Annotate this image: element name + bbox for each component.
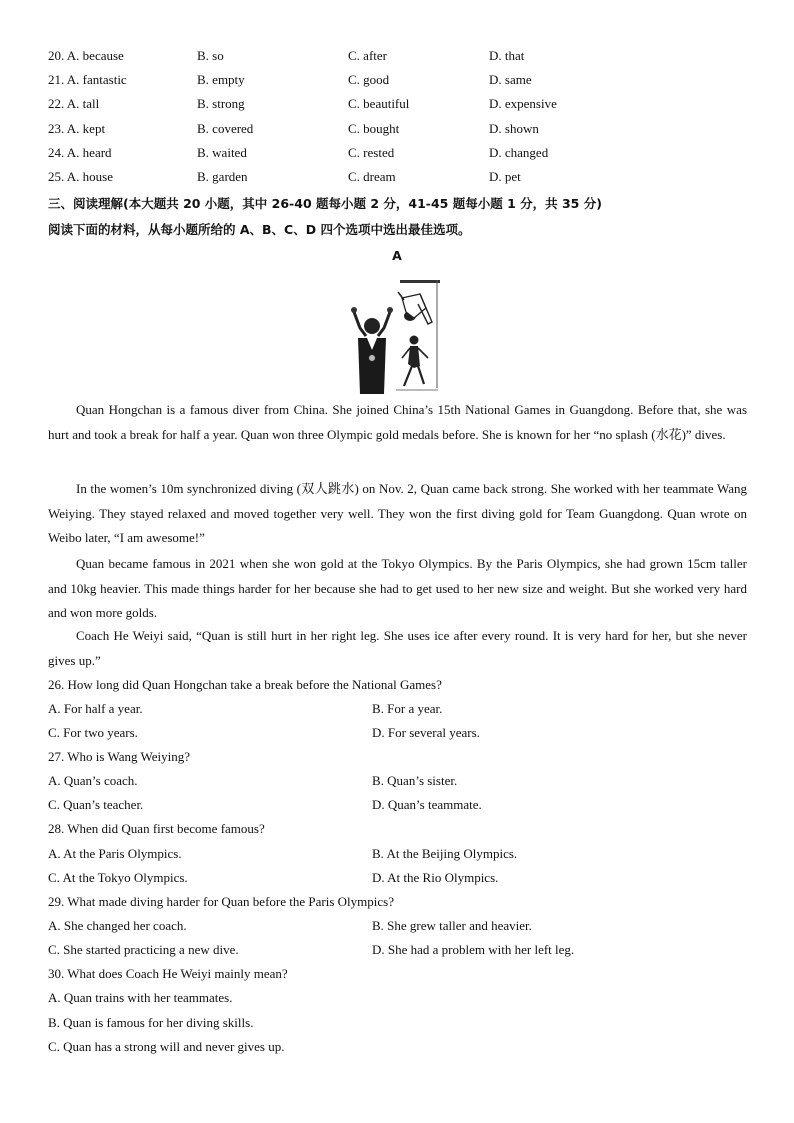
q27-option-a: A. Quan’s coach.	[48, 773, 138, 788]
option-c: C. dream	[348, 169, 396, 184]
option-row-23	[48, 121, 748, 141]
question-28-stem: 28. When did Quan first become famous?	[48, 821, 265, 836]
q27-option-d: D. Quan’s teammate.	[372, 797, 482, 812]
passage-paragraph-4: Coach He Weiyi said, “Quan is still hurt in her right leg. She uses ice after every round. It is very hard for her, but she never gives up.”	[48, 628, 747, 668]
option-d: D. expensive	[489, 96, 557, 111]
question-30-stem: 30. What does Coach He Weiyi mainly mean?	[48, 966, 288, 981]
diver-illustration	[340, 278, 450, 396]
q28-option-c: C. At the Tokyo Olympics.	[48, 870, 188, 885]
q26-option-c: C. For two years.	[48, 725, 138, 740]
q27-option-c: C. Quan’s teacher.	[48, 797, 144, 812]
q26-option-d: D. For several years.	[372, 725, 480, 740]
option-b: B. covered	[197, 121, 254, 136]
section-instruction: 阅读下面的材料，从每小题所给的 A、B、C、D 四个选项中选出最佳选项。	[48, 222, 471, 237]
option-d: D. that	[489, 48, 525, 63]
question-27-stem: 27. Who is Wang Weiying?	[48, 749, 190, 764]
option-row-20	[48, 48, 748, 68]
option-d: D. pet	[489, 169, 521, 184]
question-26-stem: 26. How long did Quan Hongchan take a break before the National Games?	[48, 677, 442, 692]
option-b: B. garden	[197, 169, 248, 184]
option-a: 24. A. heard	[48, 145, 112, 160]
option-b: B. waited	[197, 145, 247, 160]
q30-option-a: A. Quan trains with her teammates.	[48, 990, 233, 1005]
q29-option-a: A. She changed her coach.	[48, 918, 187, 933]
option-row-24	[48, 145, 748, 165]
q30-option-b: B. Quan is famous for her diving skills.	[48, 1015, 254, 1030]
option-d: D. shown	[489, 121, 539, 136]
q26-option-a: A. For half a year.	[48, 701, 143, 716]
q29-option-c: C. She started practicing a new dive.	[48, 942, 239, 957]
option-row-21	[48, 72, 748, 92]
q26-option-b: B. For a year.	[372, 701, 443, 716]
passage-label: A	[392, 248, 402, 263]
q27-option-b: B. Quan’s sister.	[372, 773, 458, 788]
passage-paragraph-2: In the women’s 10m synchronized diving (双人跳水) on Nov. 2, Quan came back strong. She worked with her teammate Wang Weiying. They stayed relaxed and moved together very well. They won the first diving gold for Team Guangdong. Quan wrote on Weibo later, “I am awesome!”	[48, 481, 747, 545]
passage-paragraph-1: Quan Hongchan is a famous diver from China. She joined China’s 15th National Games in Guangdong. Before that, she was hurt and took a break for half a year. Quan won three Olympic gold medals before. She is known for her “no splash (水花)” dives.	[48, 402, 747, 442]
q30-option-c: C. Quan has a strong will and never gives up.	[48, 1039, 285, 1054]
option-b: B. empty	[197, 72, 245, 87]
question-29-stem: 29. What made diving harder for Quan before the Paris Olympics?	[48, 894, 394, 909]
q29-option-d: D. She had a problem with her left leg.	[372, 942, 575, 957]
passage-paragraph-3: Quan became famous in 2021 when she won gold at the Tokyo Olympics. By the Paris Olympics, she had grown 15cm taller and 10kg heavier. This made things harder for her because she had to get used to her new size and weight. But she worked very hard and won more golds.	[48, 556, 747, 620]
option-c: C. bought	[348, 121, 400, 136]
q28-option-d: D. At the Rio Olympics.	[372, 870, 499, 885]
option-a: 21. A. fantastic	[48, 72, 127, 87]
option-a: 23. A. kept	[48, 121, 106, 136]
diver-drawing	[340, 278, 450, 396]
option-d: D. changed	[489, 145, 549, 160]
option-a: 20. A. because	[48, 48, 124, 63]
option-c: C. good	[348, 72, 390, 87]
option-b: B. so	[197, 48, 224, 63]
q28-option-b: B. At the Beijing Olympics.	[372, 846, 518, 861]
option-c: C. rested	[348, 145, 395, 160]
q29-option-b: B. She grew taller and heavier.	[372, 918, 532, 933]
option-a: 22. A. tall	[48, 96, 100, 111]
option-row-25	[48, 169, 748, 189]
option-row-22	[48, 96, 748, 116]
section-heading: 三、阅读理解(本大题共 20 小题，其中 26-40 题每小题 2 分，41-45 题每小题 1 分，共 35 分)	[48, 196, 602, 211]
option-c: C. after	[348, 48, 387, 63]
q28-option-a: A. At the Paris Olympics.	[48, 846, 182, 861]
option-c: C. beautiful	[348, 96, 410, 111]
option-b: B. strong	[197, 96, 245, 111]
option-d: D. same	[489, 72, 532, 87]
option-a: 25. A. house	[48, 169, 113, 184]
